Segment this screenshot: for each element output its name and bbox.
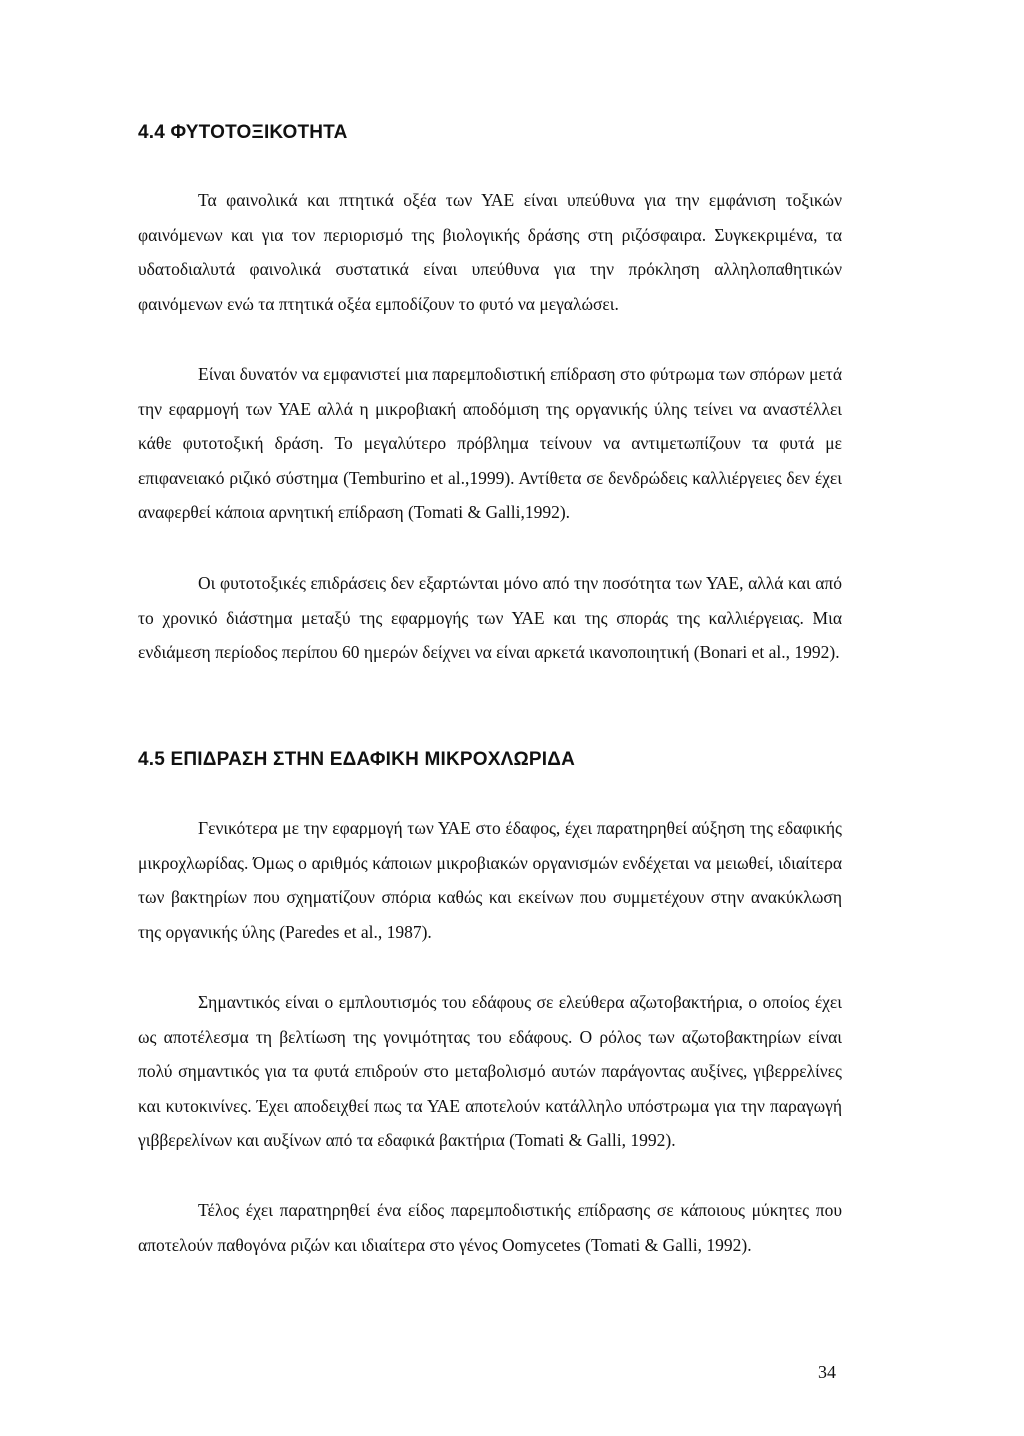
section-heading-4-5: 4.5 ΕΠΙΔΡΑΣΗ ΣΤΗΝ ΕΔΑΦΙΚΗ ΜΙΚΡΟΧΛΩΡΙΔΑ [138,749,576,770]
paragraph-application-timing: Οι φυτοτοξικές επιδράσεις δεν εξαρτώνται μόνο από την ποσότητα των ΥΑΕ, αλλά και από το χρονικό διάστημα μεταξύ της εφαρμογής των ΥΑΕ και της σποράς της καλλιέργειας. Μια ενδιάμεση περίοδος περίπου 60 ημερών δείχνει να είναι αρκετά ικανοποιητική (Bonari et al., 1992). [138,573,842,663]
paragraph-phytotoxicity-intro: Τα φαινολικά και πτητικά οξέα των ΥΑΕ είναι υπεύθυνα για την εμφάνιση τοξικών φαινόμενων και για τον περιορισμό της βιολογικής δράσης στη ριζόσφαιρα. Συγκεκριμένα, τα υδατοδιαλυτά φαινολικά συστατικά είναι υπεύθυνα για την πρόκληση αλληλοπαθητικών φαινόμενων ενώ τα πτητικά οξέα εμποδίζουν το φυτό να μεγαλώσει. [138,190,842,314]
paragraph-nitrogen-bacteria: Σημαντικός είναι ο εμπλουτισμός του εδάφους σε ελεύθερα αζωτοβακτήρια, ο οποίος έχει ως αποτέλεσμα τη βελτίωση της γονιμότητας του εδάφους. Ο ρόλος των αζωτοβακτηρίων είναι πολύ σημαντικός για τα φυτά επιδρούν στο μεταβολισμό αυτών παράγοντας αυξίνες, γιβερρελίνες και κυτοκινίνες. Έχει αποδειχθεί πως τα ΥΑΕ αποτελούν κατάλληλο υπόστρωμα για την παραγωγή γιββερελίνων και αυξίνων από τα εδαφικά βακτήρια (Tomati & Galli, 1992). [138,992,842,1151]
section-heading-4-4: 4.4 ΦΥΤΟΤΟΞΙΚΟΤΗΤΑ [138,122,348,143]
page-number: 34 [818,1362,836,1382]
paragraph-germination-effect: Είναι δυνατόν να εμφανιστεί μια παρεμποδιστική επίδραση στο φύτρωμα των σπόρων μετά την εφαρμογή των ΥΑΕ αλλά η μικροβιακή αποδόμιση της οργανικής ύλης τείνει να αναστέλλει κάθε φυτοτοξική δράση. Το μεγαλύτερο πρόβλημα τείνουν να αντιμετωπίζουν τα φυτά με επιφανειακό ριζικό σύστημα (Temburino et al.,1999). Αντίθετα σε δενδρώδεις καλλιέργειες δεν έχει αναφερθεί κάποια αρνητική επίδραση (Tomati & Galli,1992). [138,364,842,523]
paragraph-soil-microflora: Γενικότερα με την εφαρμογή των ΥΑΕ στο έδαφος, έχει παρατηρηθεί αύξηση της εδαφικής μικροχλωρίδας. Όμως ο αριθμός κάποιων μικροβιακών οργανισμών ενδέχεται να μειωθεί, ιδιαίτερα των βακτηρίων που σχηματίζουν σπόρια καθώς και εκείνων που συμμετέχουν στην ανακύκλωση της οργανικής ύλης (Paredes et al., 1987). [138,818,842,942]
paragraph-fungal-inhibition: Τέλος έχει παρατηρηθεί ένα είδος παρεμποδιστικής επίδρασης σε κάποιους μύκητες που αποτελούν παθογόνα ριζών και ιδιαίτερα στο γένος Oomycetes (Tomati & Galli, 1992). [138,1200,842,1255]
